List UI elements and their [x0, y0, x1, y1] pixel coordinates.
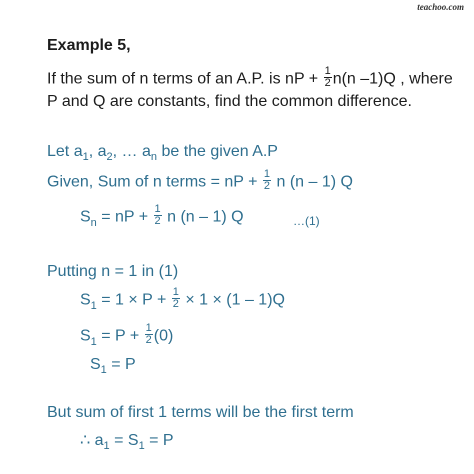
- subscript: n: [150, 151, 157, 163]
- subscript: 1: [82, 151, 89, 163]
- sn-text: S: [80, 208, 91, 226]
- fraction-half: [145, 323, 153, 346]
- fraction-num: 1: [263, 168, 271, 180]
- fraction-half: [263, 169, 271, 192]
- therefore-text: = P: [144, 432, 174, 449]
- let-line: [47, 142, 278, 163]
- equation-tag: …(1): [293, 214, 320, 228]
- subscript: 1: [138, 440, 145, 452]
- example-title: Example 5,: [47, 37, 131, 54]
- let-text: Let a: [47, 143, 83, 160]
- sn-line: [80, 203, 244, 229]
- subscript: 2: [106, 151, 113, 163]
- fraction-den: 2: [324, 77, 331, 89]
- therefore-line: [80, 431, 174, 452]
- given-line: [47, 168, 353, 194]
- fraction-den: 2: [145, 334, 152, 346]
- watermark: teachoo.com: [417, 2, 464, 12]
- given-text: n (n – 1) Q: [272, 173, 353, 191]
- subscript: 1: [90, 299, 97, 312]
- s1-step-2: [80, 322, 174, 348]
- let-text: , … a: [112, 143, 151, 160]
- s1-text: (0): [153, 327, 174, 345]
- putting-line: Putting n = 1 in (1): [47, 263, 179, 280]
- fraction-num: 1: [172, 286, 179, 298]
- s1-text: = P +: [96, 327, 144, 345]
- subscript: n: [90, 216, 97, 229]
- subscript: 1: [100, 364, 107, 376]
- question-line-1: [47, 65, 453, 91]
- fraction-den: 2: [263, 180, 271, 192]
- fraction-half: [154, 204, 162, 227]
- fraction-den: 2: [172, 298, 179, 310]
- s-text: S: [80, 327, 91, 345]
- therefore-text: ∴ a: [80, 432, 104, 449]
- therefore-text: = S: [109, 432, 139, 449]
- fraction-half: [172, 287, 180, 310]
- let-text: , a: [88, 143, 107, 160]
- subscript: 1: [103, 440, 110, 452]
- fraction-num: 1: [154, 203, 161, 215]
- fraction-num: 1: [145, 322, 152, 334]
- fraction-half: [324, 66, 332, 89]
- conclusion-line: But sum of first 1 terms will be the first term: [47, 404, 354, 421]
- fraction-num: 1: [324, 65, 331, 77]
- question-text-b: n(n –1)Q , where: [332, 70, 453, 88]
- fraction-den: 2: [154, 215, 161, 227]
- s1-step-3: [90, 355, 136, 376]
- s-text: S: [80, 291, 91, 309]
- question-line-2: P and Q are constants, find the common difference.: [47, 93, 412, 110]
- subscript: 1: [90, 335, 97, 348]
- s-text: S: [90, 356, 101, 373]
- let-text: be the given A.P: [157, 143, 278, 160]
- s1-text: = 1 × P +: [96, 291, 171, 309]
- s1-text: × 1 × (1 – 1)Q: [180, 291, 285, 309]
- question-text-a: If the sum of n terms of an A.P. is nP +: [47, 70, 323, 88]
- sn-text: n (n – 1) Q: [162, 208, 244, 226]
- given-text: Given, Sum of n terms = nP +: [47, 173, 262, 191]
- s1-text: = P: [106, 356, 136, 373]
- sn-text: = nP +: [96, 208, 153, 226]
- s1-step-1: [80, 286, 285, 312]
